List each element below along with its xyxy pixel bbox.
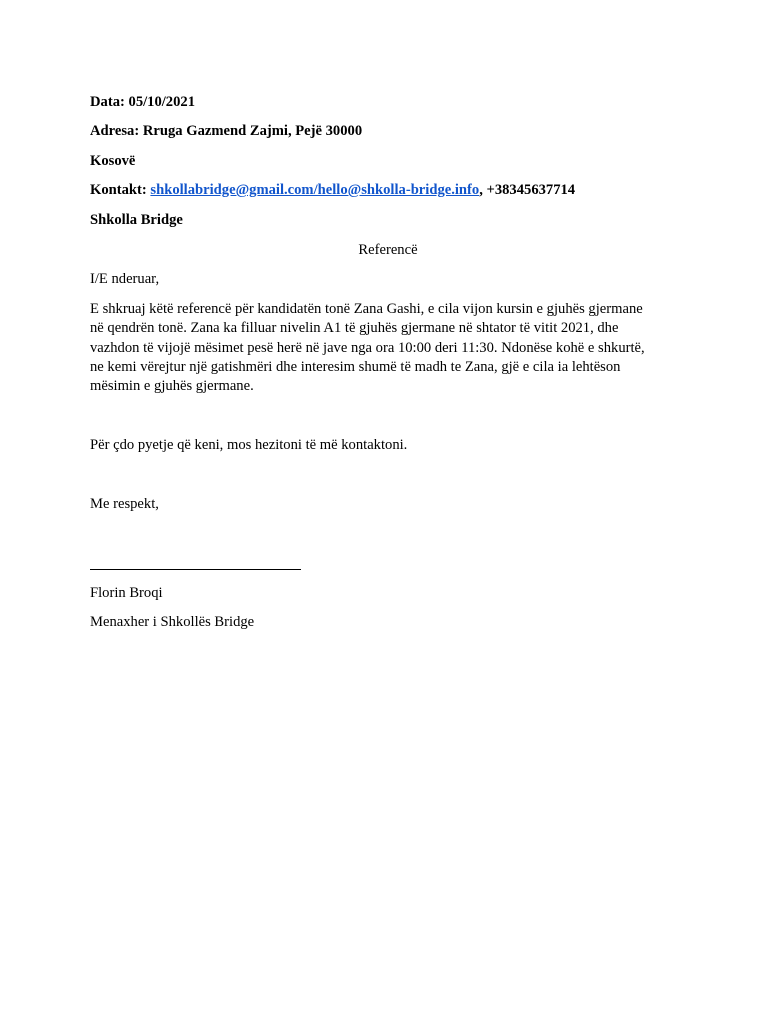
letter-title: Referencë <box>358 242 418 258</box>
contact-label: Kontakt: <box>90 182 147 198</box>
salutation: I/E nderuar, <box>90 271 160 287</box>
letter-body <box>90 300 670 396</box>
address-label: Adresa: <box>90 123 140 139</box>
signer-name: Florin Broqi <box>90 585 163 601</box>
address-line <box>90 122 362 141</box>
contact-phone: , +38345637714 <box>479 182 576 198</box>
contact-email-link[interactable]: shkollabridge@gmail.com/hello@shkolla-bridge.info <box>150 182 480 198</box>
date-value: 05/10/2021 <box>128 94 195 110</box>
date-label: Data: <box>90 94 125 110</box>
organization-name: Shkolla Bridge <box>90 212 183 228</box>
body-line: mësimin e gjuhës gjermane. <box>90 378 254 395</box>
signature-line <box>90 569 301 570</box>
country-line: Kosovë <box>90 153 136 169</box>
body-line: ne kemi vërejtur një gatishmëri dhe interesim shumë të madh te Zana, gjë e cila ia lehtëson <box>90 358 621 375</box>
contact-note: Për çdo pyetje që keni, mos hezitoni të më kontaktoni. <box>90 437 408 453</box>
date-line <box>90 93 195 112</box>
address-value: Rruga Gazmend Zajmi, Pejë 30000 <box>142 123 363 139</box>
contact-line <box>90 181 575 200</box>
body-line: në qendrën tonë. Zana ka filluar nivelin A1 të gjuhës gjermane në shtator të vitit 2021, dhe <box>90 320 619 337</box>
signer-title: Menaxher i Shkollës Bridge <box>90 614 255 630</box>
closing: Me respekt, <box>90 496 159 512</box>
body-line: vazhdon të vijojë mësimet pesë herë në jave nga ora 10:00 deri 11:30. Ndonëse kohë e shkurtë, <box>90 339 645 356</box>
body-line: E shkruaj këtë referencë për kandidatën tonë Zana Gashi, e cila vijon kursin e gjuhës gjermane <box>90 301 643 317</box>
